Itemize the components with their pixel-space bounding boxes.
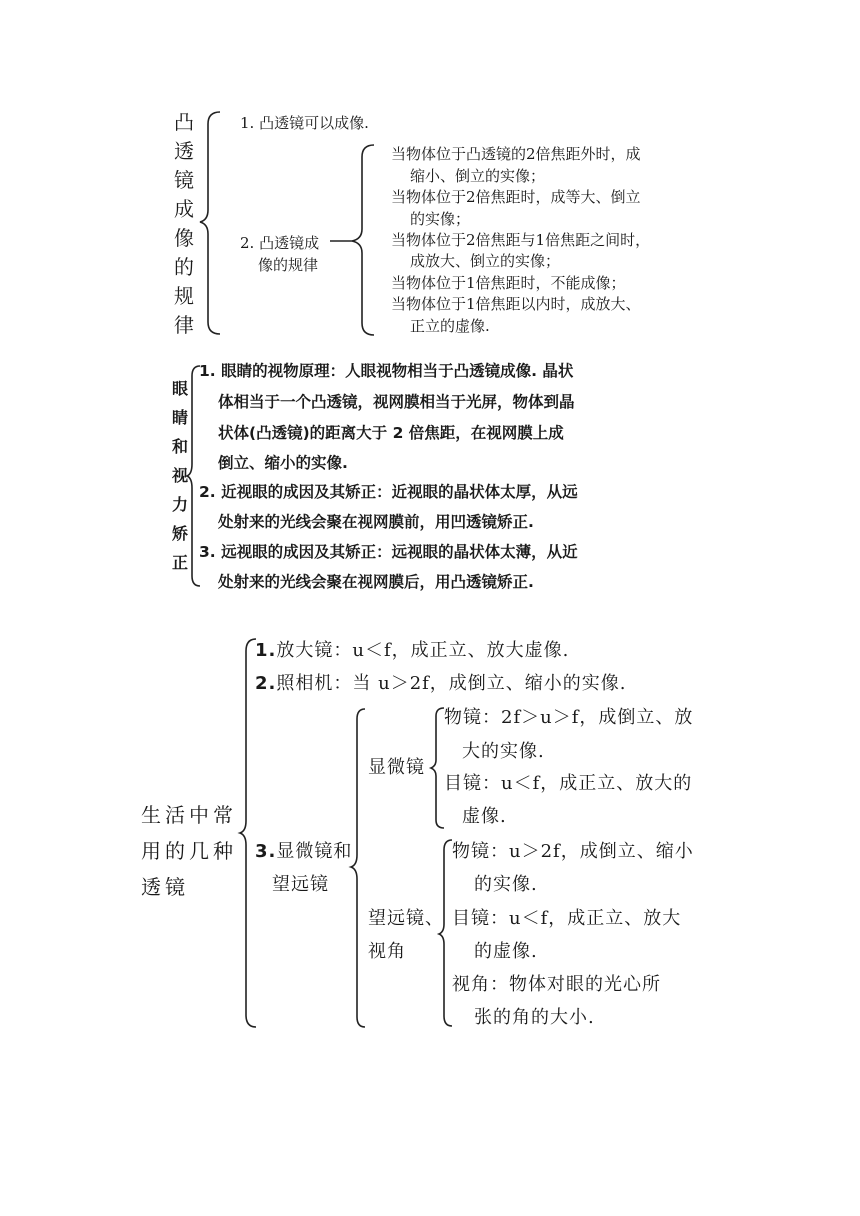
- common-lenses-title-line3: 透镜: [141, 875, 189, 899]
- microscope-telescope-label: 显微镜和: [276, 841, 353, 862]
- eye-line: 处射来的光线会聚在视网膜后，用凸透镜矫正.: [218, 573, 534, 591]
- microscope-eyepiece-line: 目镜：u＜f，成正立、放大的: [444, 773, 693, 794]
- rule-line: 当物体位于凸透镜的2倍焦距外时，成: [391, 145, 641, 163]
- visual-angle-line: 视角：物体对眼的光心所: [452, 974, 661, 995]
- microscope-objective-line: 大的实像.: [462, 741, 545, 762]
- telescope-label-line2: 视角: [368, 941, 406, 962]
- section1-main-brace: [198, 110, 228, 338]
- rule-line: 当物体位于1倍焦距时，不能成像；: [391, 274, 626, 292]
- telescope-objective-line: 物镜：u＞2f，成倒立、缩小: [452, 841, 694, 862]
- microscope-telescope-line1: [255, 835, 352, 868]
- item-number: 1.: [255, 640, 277, 661]
- section1-rules-brace: [330, 143, 380, 338]
- rule-line: 当物体位于1倍焦距以内时，成放大、: [391, 295, 641, 313]
- rule-line: 成放大、倒立的实像；: [410, 252, 561, 270]
- microscope-telescope-line2: 望远镜: [272, 874, 329, 895]
- camera-text: 照相机：当 u＞2f，成倒立、缩小的实像.: [276, 673, 627, 694]
- common-lenses-title-line1: 生活中常: [141, 803, 237, 827]
- magnifier-line: [255, 634, 569, 667]
- rule-line: 的实像；: [410, 210, 471, 228]
- eye-and-vision-title: 眼睛和视力矫正: [171, 379, 188, 572]
- magnifier-text: 放大镜：u＜f，成正立、放大虚像.: [276, 640, 570, 661]
- telescope-label-line1: 望远镜、: [368, 908, 444, 929]
- eye-line: 1. 眼睛的视物原理：人眼视物相当于凸透镜成像. 晶状: [199, 362, 574, 380]
- eye-line: 2. 近视眼的成因及其矫正：近视眼的晶状体太厚，从远: [199, 483, 578, 501]
- rule-line: 缩小、倒立的实像；: [410, 167, 546, 185]
- rule-line: 正立的虚像.: [410, 317, 490, 335]
- section1-item-2-line1: 2. 凸透镜成: [240, 234, 320, 252]
- camera-line: [255, 667, 627, 700]
- section1-item-1: 1. 凸透镜可以成像.: [240, 114, 369, 132]
- section1-item-2-line2: 像的规律: [258, 256, 319, 274]
- item-number: 3.: [255, 841, 277, 862]
- item-number: 2.: [255, 673, 277, 694]
- visual-angle-line: 张的角的大小.: [474, 1007, 595, 1028]
- telescope-objective-line: 的实像.: [474, 874, 538, 895]
- microscope-eyepiece-line: 虚像.: [462, 806, 507, 827]
- eye-line: 体相当于一个凸透镜，视网膜相当于光屏，物体到晶: [218, 393, 575, 411]
- rule-line: 当物体位于2倍焦距与1倍焦距之间时，: [391, 231, 651, 249]
- eye-line: 处射来的光线会聚在视网膜前，用凹透镜矫正.: [218, 513, 534, 531]
- eye-line: 3. 远视眼的成因及其矫正：远视眼的晶状体太薄，从近: [199, 543, 578, 561]
- rule-line: 当物体位于2倍焦距时，成等大、倒立: [391, 188, 641, 206]
- microscope-label: 显微镜: [368, 757, 425, 778]
- eye-line: 倒立、缩小的实像.: [218, 454, 348, 472]
- telescope-eyepiece-line: 目镜：u＜f，成正立、放大: [452, 908, 682, 929]
- microscope-objective-line: 物镜：2f＞u＞f，成倒立、放: [444, 707, 694, 728]
- telescope-eyepiece-line: 的虚像.: [474, 941, 538, 962]
- convex-lens-rules-title: 凸透镜成像的规律: [174, 110, 194, 337]
- eye-line: 状体(凸透镜)的距离大于 2 倍焦距，在视网膜上成: [218, 424, 564, 442]
- common-lenses-title-line2: 用的几种: [141, 839, 237, 863]
